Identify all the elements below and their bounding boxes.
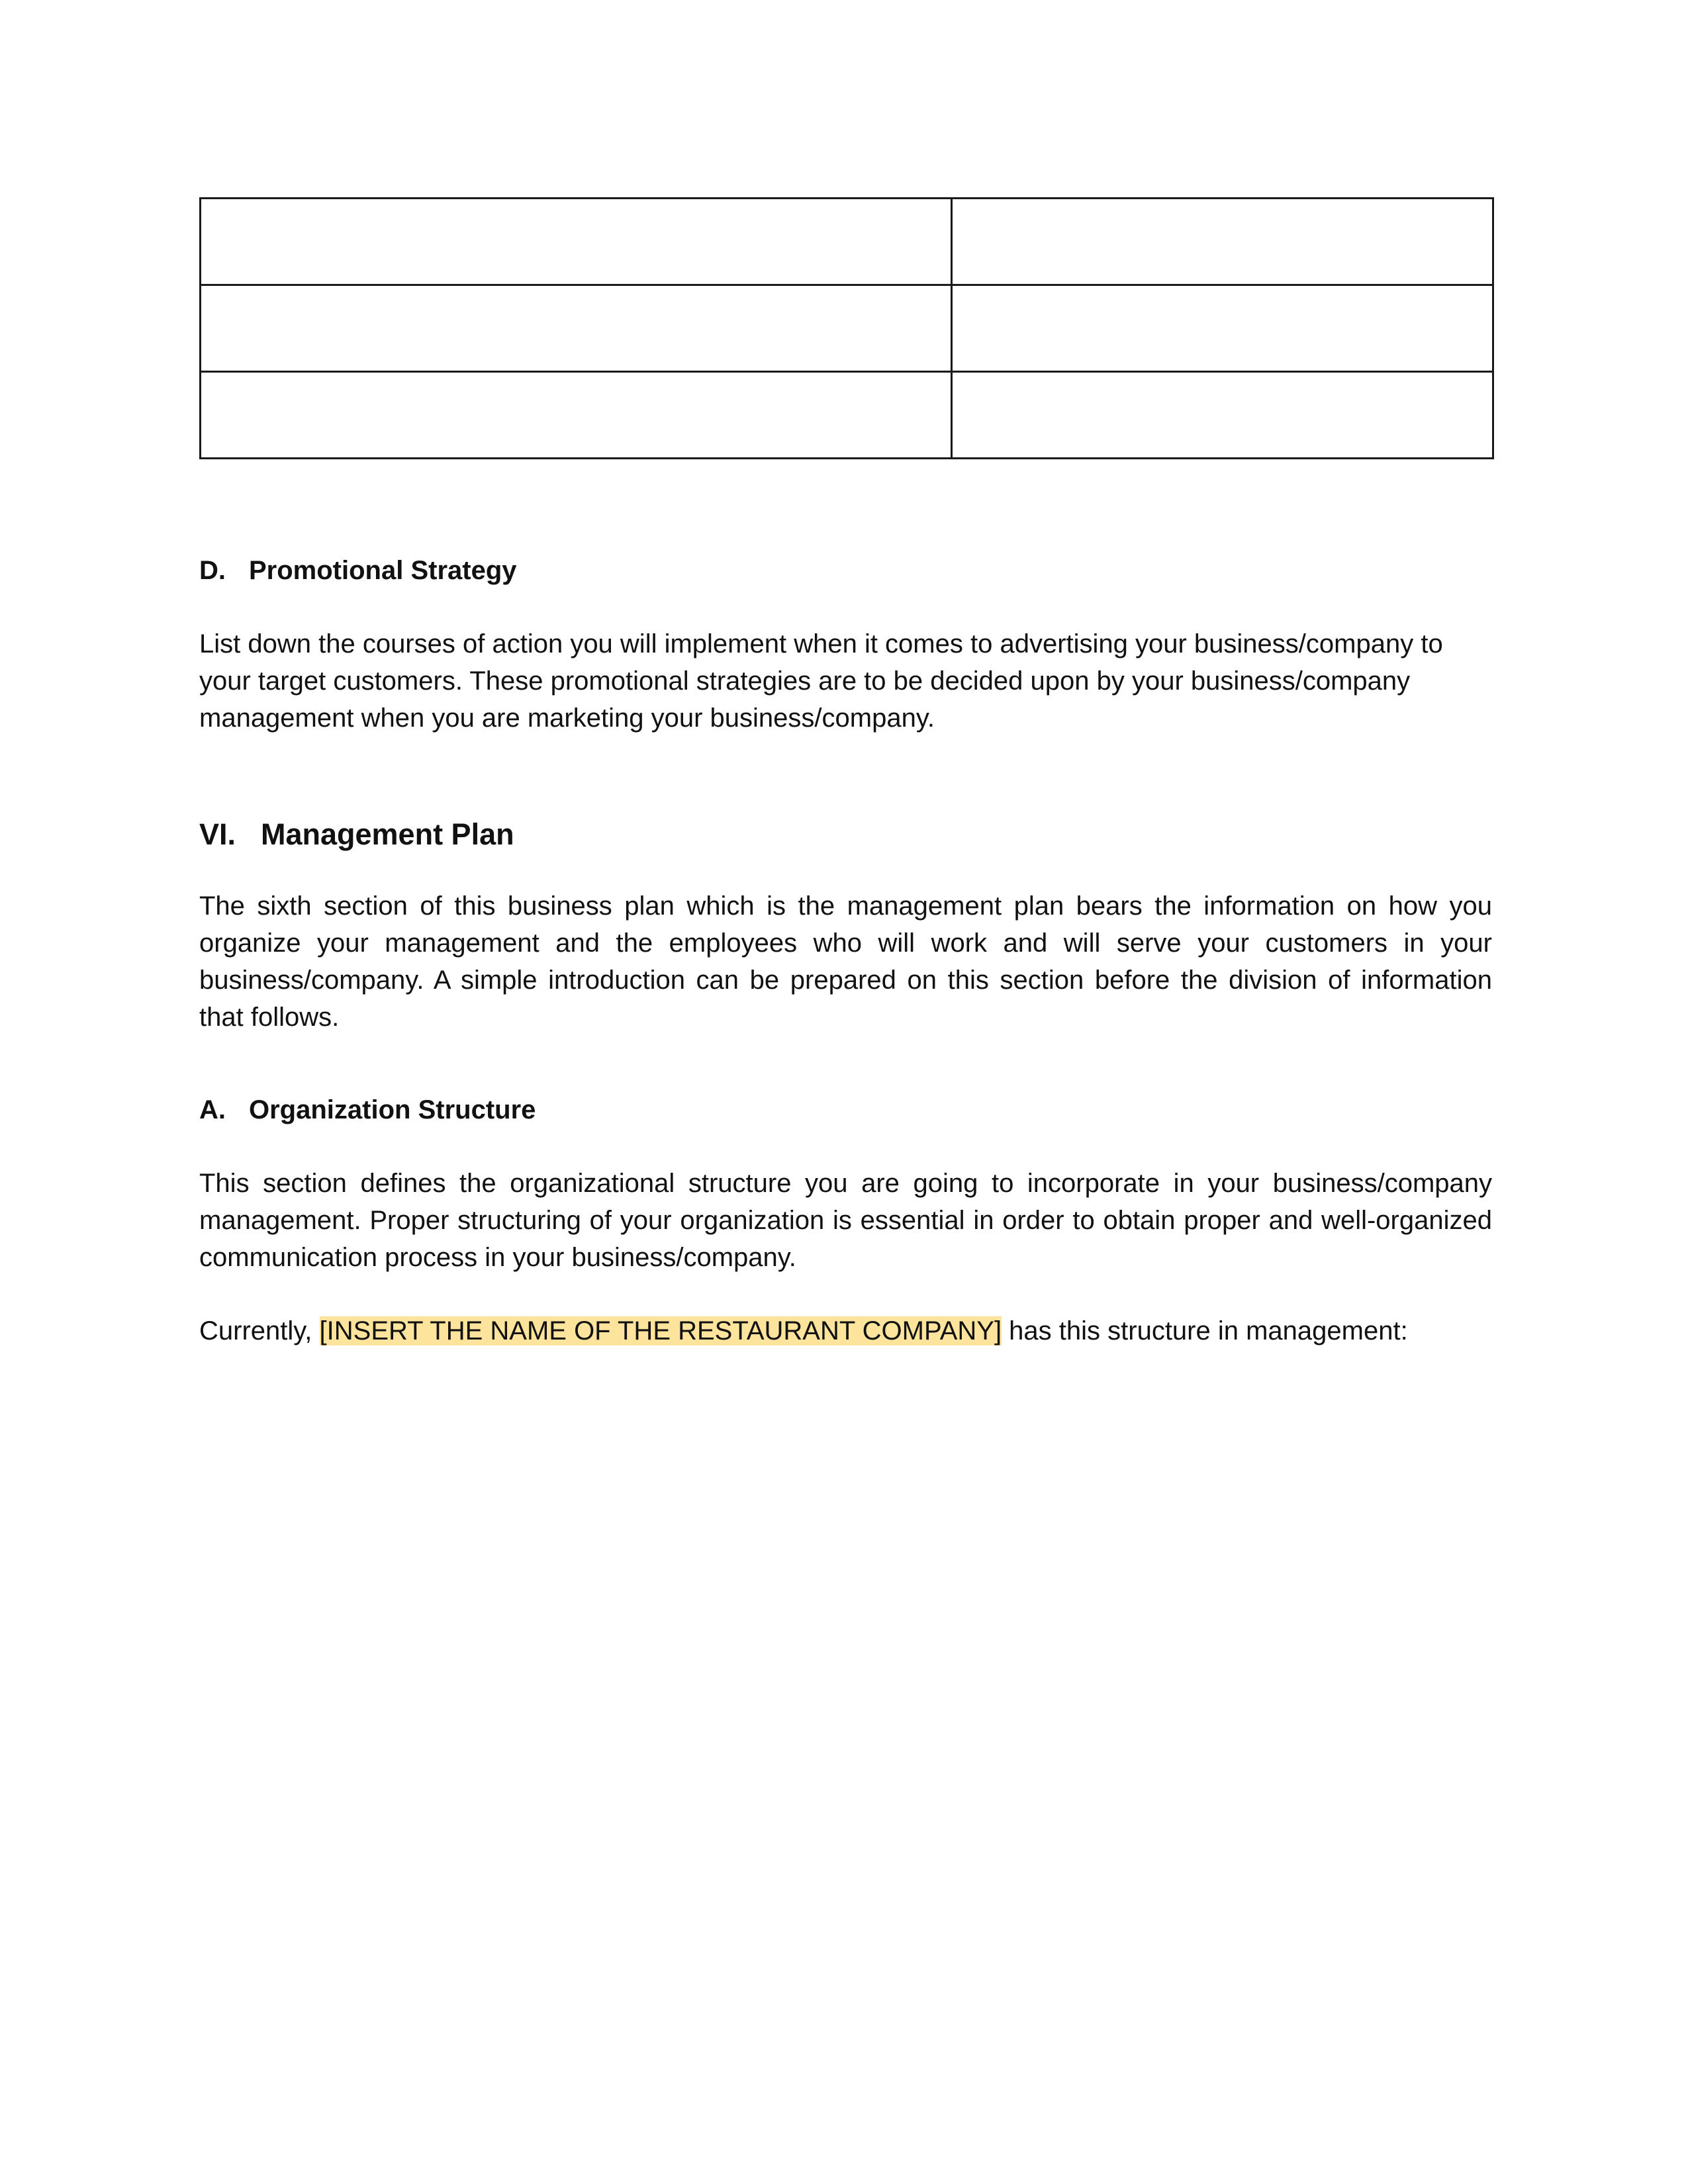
management-plan-paragraph: The sixth section of this business plan which is the management plan bears the information on how you organize your management and the employees who will work and will serve your customers in your business/company. A simple introduction can be prepared on this section before the division of information that follows. xyxy=(199,891,1492,1032)
heading-title: Organization Structure xyxy=(249,1095,536,1124)
promotional-strategy-heading xyxy=(199,552,1492,589)
organization-structure-paragraph: This section defines the organizational structure you are going to incorporate in your business/company management. Proper structuring of your organization is essential in order to obtain proper and well-organized communication process in your business/company. xyxy=(199,1169,1492,1272)
table-row xyxy=(201,199,1493,285)
table-cell[interactable] xyxy=(952,285,1493,372)
sentence-suffix: has this structure in management: xyxy=(1002,1316,1408,1345)
heading-title: Promotional Strategy xyxy=(249,556,517,585)
table-cell[interactable] xyxy=(201,372,952,459)
table-row xyxy=(201,372,1493,459)
current-structure-sentence xyxy=(199,1312,1492,1349)
heading-title: Management Plan xyxy=(261,817,514,851)
promotional-strategy-paragraph: List down the courses of action you will implement when it comes to advertising your business/company to your target customers. These promotional strategies are to be decided upon by your business/company management when you are marketing your business/company. xyxy=(199,629,1443,733)
table-row xyxy=(201,285,1493,372)
heading-numeral: VI. xyxy=(199,817,236,851)
table-cell[interactable] xyxy=(201,199,952,285)
page-content xyxy=(199,197,1492,1349)
management-plan-heading xyxy=(199,815,1492,854)
blank-table xyxy=(199,197,1494,459)
table-cell[interactable] xyxy=(201,285,952,372)
heading-letter: D. xyxy=(199,556,226,585)
heading-letter: A. xyxy=(199,1095,226,1124)
table-cell[interactable] xyxy=(952,199,1493,285)
sentence-prefix: Currently, xyxy=(199,1316,320,1345)
restaurant-name-placeholder[interactable]: [INSERT THE NAME OF THE RESTAURANT COMPANY] xyxy=(319,1316,1002,1345)
organization-structure-heading xyxy=(199,1091,1492,1128)
table-cell[interactable] xyxy=(952,372,1493,459)
